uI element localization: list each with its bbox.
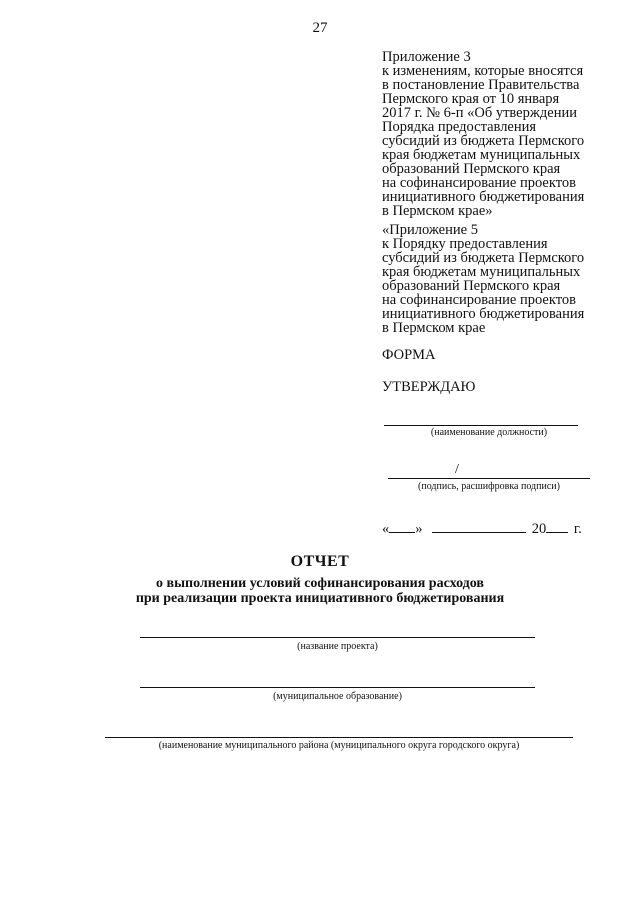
signature-line <box>388 478 590 479</box>
appendix-5-line: к Порядку предоставления <box>382 236 548 252</box>
report-subtitle-line: при реализации проекта инициативного бюджетирования <box>135 591 505 606</box>
date-open-quote: « <box>382 521 390 537</box>
district-line <box>105 737 573 738</box>
year-suffix: г. <box>573 521 582 537</box>
appendix-3-line: к изменениям, которые вносятся <box>382 63 584 79</box>
month-blank <box>432 520 526 533</box>
project-name-caption: (название проекта) <box>297 641 378 652</box>
appendix-3-line: в постановление Правительства <box>382 77 580 93</box>
appendix-5-line: в Пермском крае <box>382 320 486 336</box>
report-title: ОТЧЕТ <box>290 553 350 570</box>
appendix-5-line: «Приложение 5 <box>382 222 478 238</box>
form-label: ФОРМА <box>382 347 436 363</box>
appendix-5-line: субсидий из бюджета Пермского <box>382 250 585 266</box>
appendix-3-line: на софинансирование проектов <box>382 175 576 191</box>
appendix-3-line: края бюджетам муниципальных <box>382 147 581 163</box>
appendix-5-line: инициативного бюджетирования <box>382 306 585 322</box>
appendix-3-line: Приложение 3 <box>382 49 471 65</box>
district-caption: (наименование муниципального района (муниципального округа городского округа) <box>158 740 520 751</box>
appendix-3-line: Порядка предоставления <box>382 119 537 135</box>
appendix-3-line: субсидий из бюджета Пермского <box>382 133 585 149</box>
appendix-5-line: образований Пермского края <box>382 278 561 294</box>
appendix-3-line: Пермского края от 10 января <box>382 91 560 107</box>
project-name-line <box>140 637 535 638</box>
approval-date <box>382 520 582 538</box>
position-line <box>384 425 578 426</box>
appendix-5-block <box>382 223 627 335</box>
appendix-3-line: 2017 г. № 6-п «Об утверждении <box>382 105 577 121</box>
year-blank <box>546 520 568 533</box>
report-subtitle <box>0 576 640 606</box>
appendix-3-line: инициативного бюджетирования <box>382 189 585 205</box>
page-number: 27 <box>312 20 328 36</box>
report-subtitle-line: о выполнении условий софинансирования расходов <box>156 576 484 591</box>
day-blank <box>389 520 415 533</box>
date-close-quote: » <box>415 521 423 537</box>
approve-label: УТВЕРЖДАЮ <box>382 379 476 395</box>
appendix-5-line: края бюджетам муниципальных <box>382 264 581 280</box>
signature-caption: (подпись, расшифровка подписи) <box>418 481 560 492</box>
appendix-3-block <box>382 50 627 218</box>
municipality-caption: (муниципальное образование) <box>273 691 402 702</box>
year-prefix: 20 <box>531 521 547 537</box>
appendix-3-line: образований Пермского края <box>382 161 561 177</box>
position-caption: (наименование должности) <box>430 427 548 438</box>
municipality-line <box>140 687 535 688</box>
signature-slash: / <box>455 462 459 477</box>
appendix-5-line: на софинансирование проектов <box>382 292 576 308</box>
appendix-3-line: в Пермском крае» <box>382 203 493 219</box>
